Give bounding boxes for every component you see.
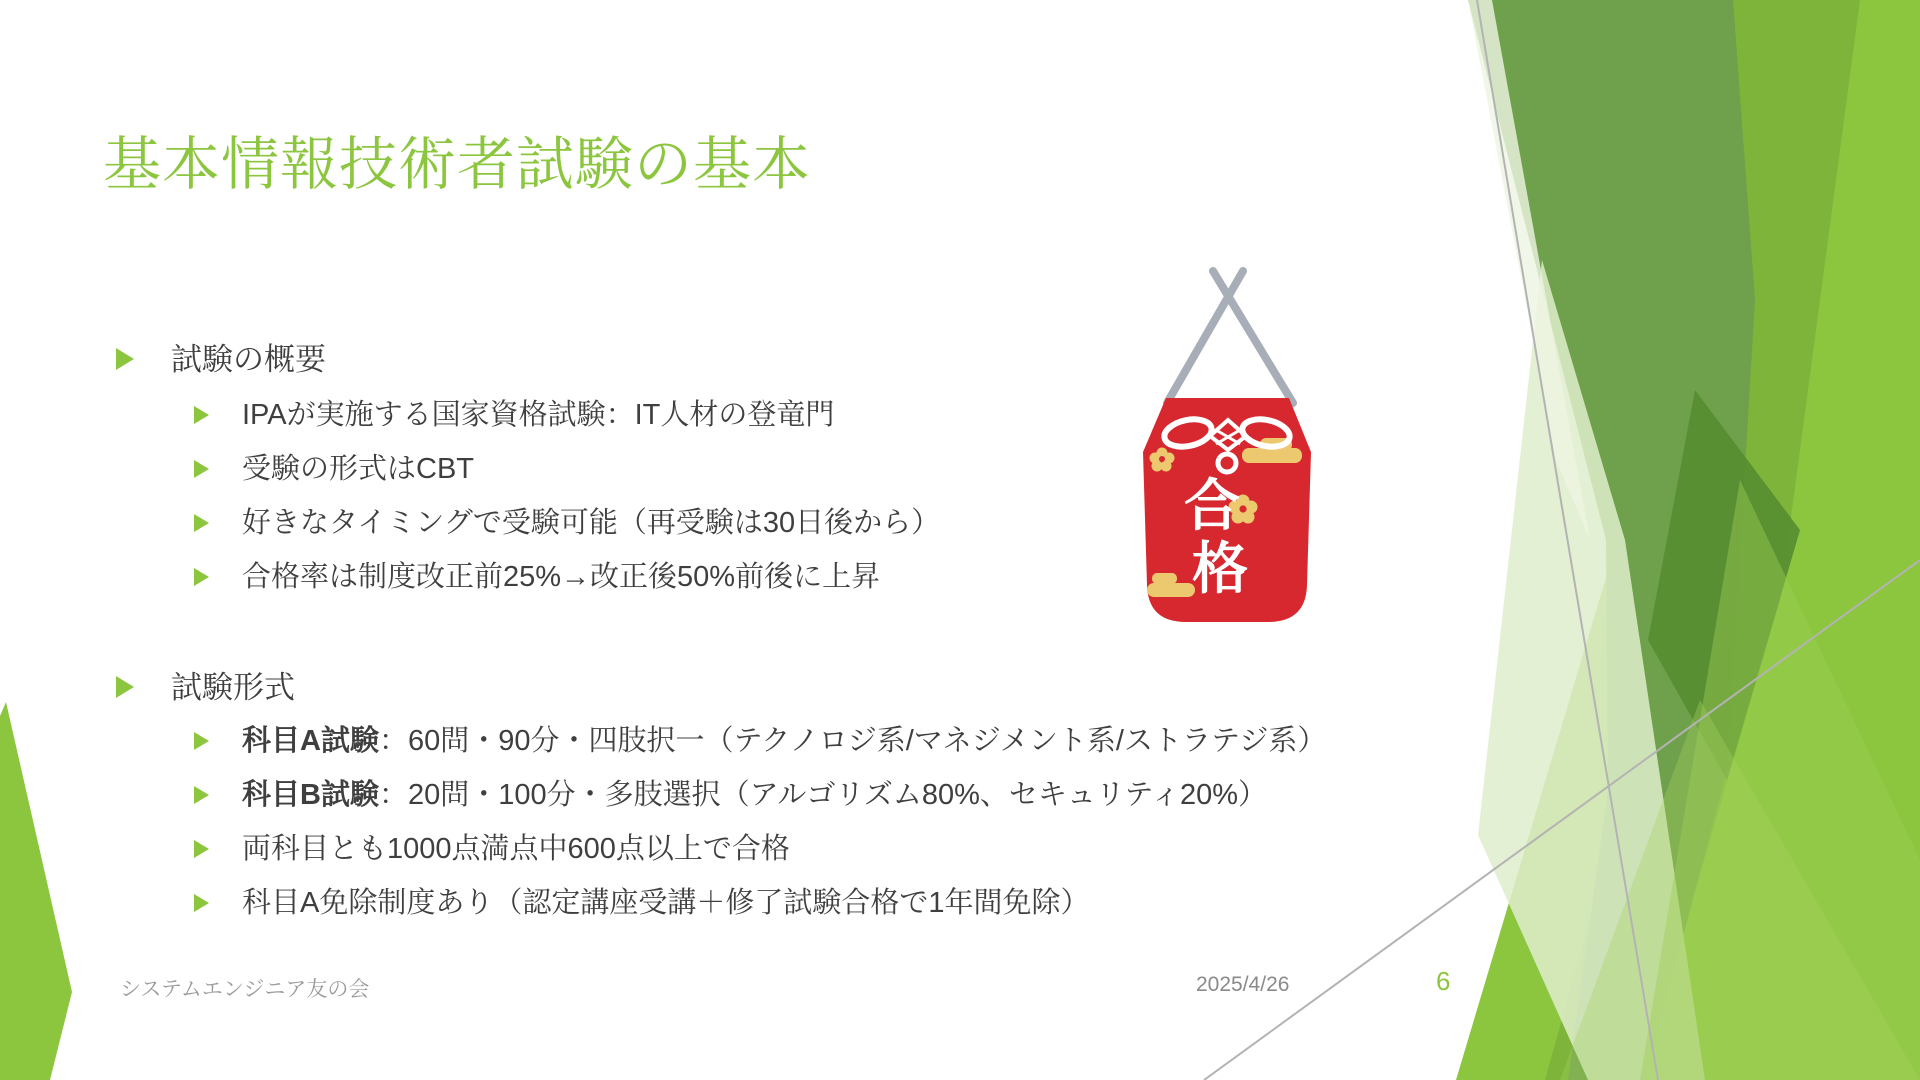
bullet-text: 合格率は制度改正前25%→改正後50%前後に上昇 <box>242 560 881 593</box>
bullet-text: ：20問・100分・多肢選択（アルゴリズム80%、セキュリティ20%） <box>378 778 1268 811</box>
facet-shape-bottom-left <box>0 702 72 1080</box>
bullet-level2 <box>194 398 834 432</box>
bullet-text: 受験の形式はCBT <box>242 452 475 485</box>
bullet-arrow-icon <box>194 786 209 804</box>
bullet-arrow-icon <box>116 348 134 370</box>
bullet-arrow-icon <box>194 840 209 858</box>
section-heading: 試験形式 <box>171 669 295 705</box>
bullet-arrow-icon <box>194 732 209 750</box>
amulet-string-icon <box>1167 271 1243 403</box>
footer-text: システムエンジニア友の会 <box>120 978 370 1001</box>
bullet-text: 科目A免除制度あり（認定講座受講＋修了試験合格で1年間免除） <box>242 886 1090 919</box>
bullet-text: 好きなタイミングで受験可能（再受験は30日後から） <box>242 506 941 539</box>
bullet-level2 <box>194 560 880 594</box>
amulet-char-top: 合 <box>1184 474 1240 537</box>
amulet-string-icon <box>1213 271 1293 403</box>
bullet-level1 <box>116 340 326 378</box>
page-number: 6 <box>1436 966 1451 996</box>
bullet-level2 <box>194 778 1267 812</box>
bullet-arrow-icon <box>194 514 209 532</box>
bullet-text: IPAが実施する国家資格試験：IT人材の登竜門 <box>242 398 835 431</box>
bullet-arrow-icon <box>194 894 209 912</box>
amulet-illustration <box>1100 255 1380 655</box>
bullet-level2 <box>194 832 790 866</box>
bullet-level2 <box>194 886 1089 920</box>
bullet-level2 <box>194 506 940 540</box>
section-heading: 試験の概要 <box>171 341 326 377</box>
bullet-level2 <box>194 452 474 486</box>
bullet-text-bold: 科目B試験 <box>242 778 379 811</box>
bullet-arrow-icon <box>194 568 209 586</box>
footer-date: 2025/4/26 <box>1196 973 1290 996</box>
amulet-char-bottom: 格 <box>1192 537 1248 600</box>
bullet-level2 <box>194 724 1326 758</box>
bullet-level1 <box>116 668 295 706</box>
bullet-arrow-icon <box>194 460 209 478</box>
bullet-text: ：60問・90分・四肢択一（テクノロジ系/マネジメント系/ストラテジ系） <box>378 724 1327 757</box>
bullet-arrow-icon <box>194 406 209 424</box>
bullet-text-bold: 科目A試験 <box>242 724 379 757</box>
bullet-text: 両科目とも1000点満点中600点以上で合格 <box>242 832 790 865</box>
bullet-arrow-icon <box>116 676 134 698</box>
slide-title: 基本情報技術者試験の基本 <box>103 131 812 197</box>
